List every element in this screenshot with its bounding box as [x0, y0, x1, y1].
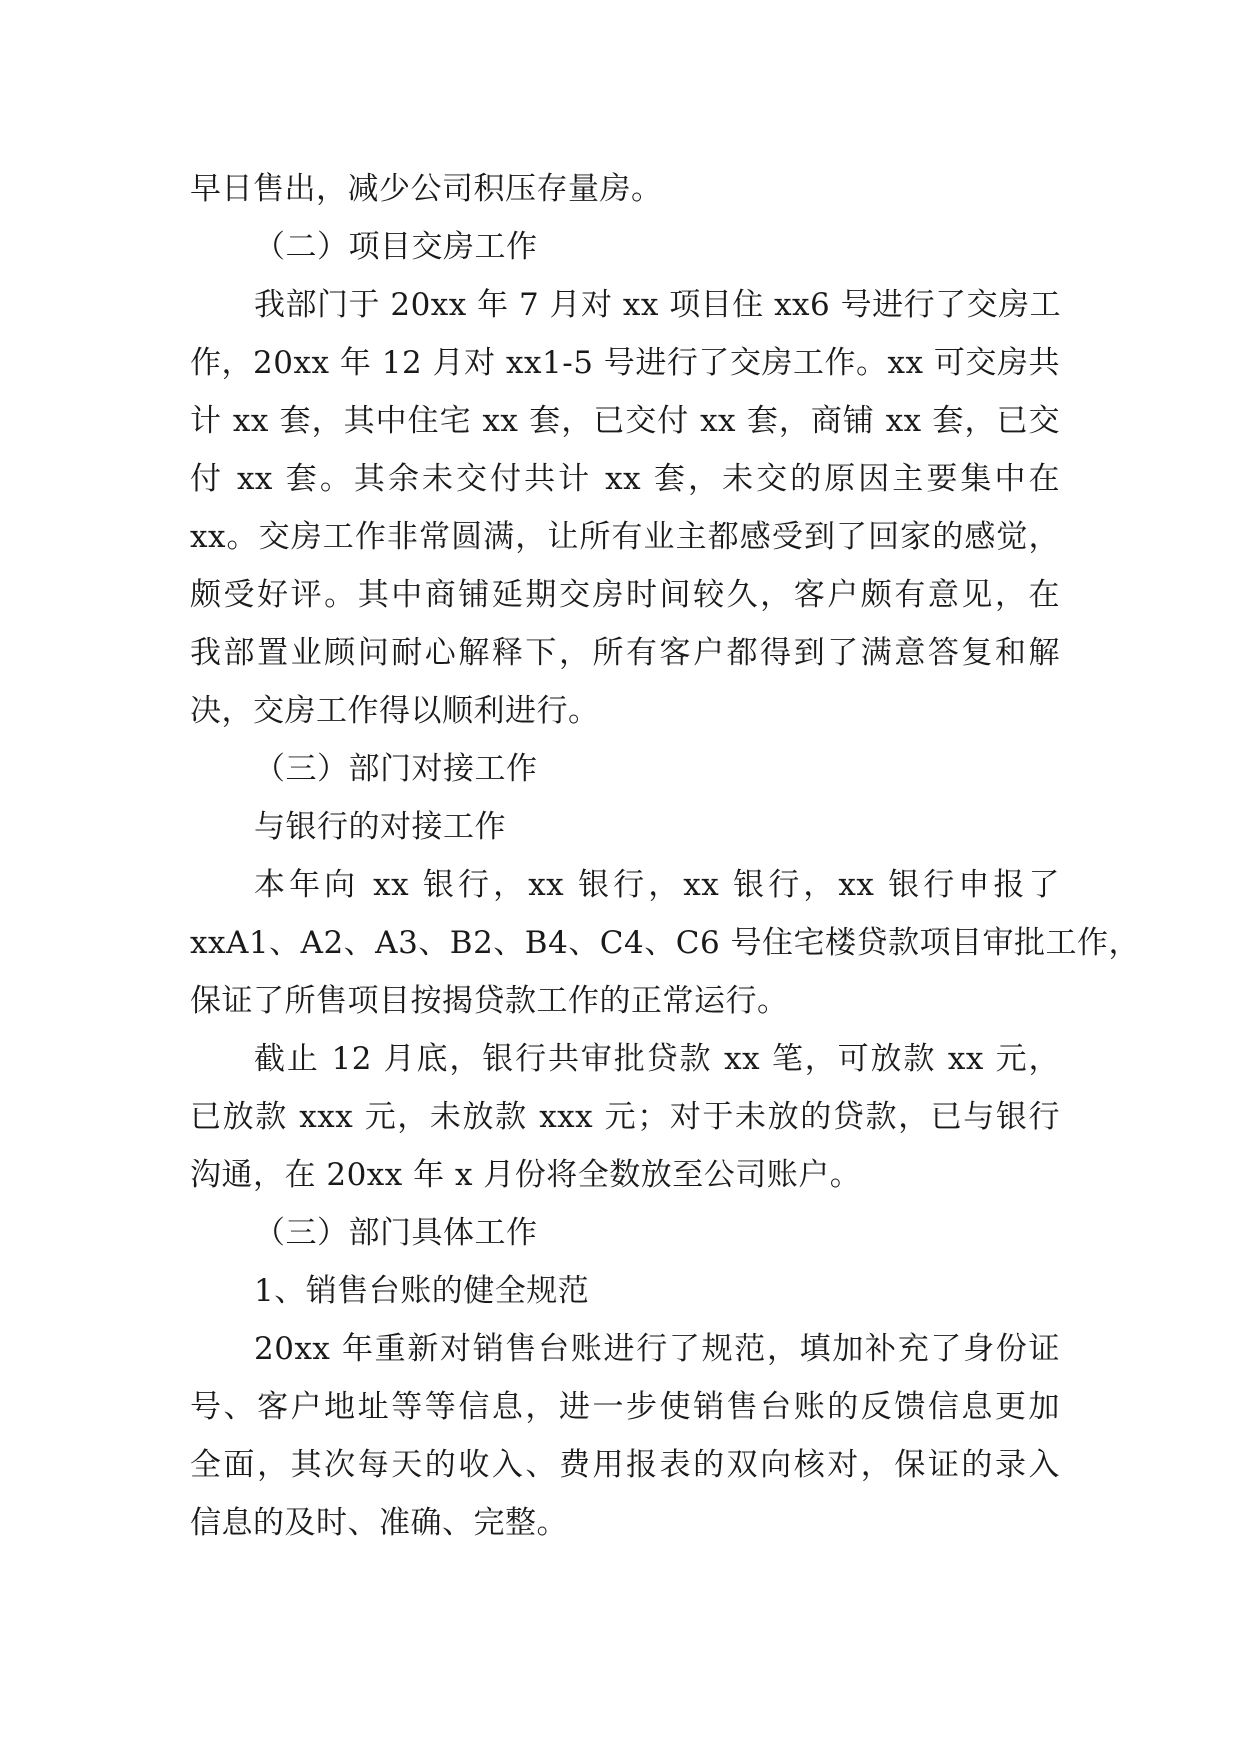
text-line: 信息的及时、准确、完整。 [190, 1505, 568, 1541]
text-line: 颇受好评。其中商铺延期交房时间较久，客户颇有意见，在 [190, 577, 1060, 613]
text-line: 全面，其次每天的收入、费用报表的双向核对，保证的录入 [190, 1447, 1060, 1483]
paragraph-first-line: 20xx 年重新对销售台账进行了规范，填加补充了身份证 [254, 1331, 1060, 1367]
text-line: 早日售出，减少公司积压存量房。 [190, 171, 663, 207]
section-heading: （三）部门具体工作 [254, 1215, 538, 1251]
text-line: 我部置业顾问耐心解释下，所有客户都得到了满意答复和解 [190, 635, 1060, 671]
text-line: 付 xx 套。其余未交付共计 xx 套，未交的原因主要集中在 [190, 461, 1060, 497]
text-line: xxA1、A2、A3、B2、B4、C4、C6 号住宅楼贷款项目审批工作， [190, 925, 1141, 961]
document-body [190, 160, 1141, 1552]
subsection-heading: 与银行的对接工作 [254, 809, 506, 845]
paragraph-first-line: 我部门于 20xx 年 7 月对 xx 项目住 xx6 号进行了交房工 [254, 287, 1062, 323]
text-line: 保证了所售项目按揭贷款工作的正常运行。 [190, 983, 789, 1019]
paragraph-first-line: 截止 12 月底，银行共审批贷款 xx 笔，可放款 xx 元， [254, 1041, 1060, 1077]
text-line: 已放款 xxx 元，未放款 xxx 元；对于未放的贷款，已与银行 [190, 1099, 1060, 1135]
paragraph-first-line: 本年向 xx 银行，xx 银行，xx 银行，xx 银行申报了 [254, 867, 1060, 903]
text-line: 决，交房工作得以顺利进行。 [190, 693, 600, 729]
text-line: 作，20xx 年 12 月对 xx1-5 号进行了交房工作。xx 可交房共 [190, 345, 1060, 381]
text-line: 沟通，在 20xx 年 x 月份将全数放至公司账户。 [190, 1157, 862, 1193]
subsection-heading: 1、销售台账的健全规范 [254, 1273, 590, 1309]
section-heading: （三）部门对接工作 [254, 751, 538, 787]
text-line: 计 xx 套，其中住宅 xx 套，已交付 xx 套，商铺 xx 套，已交 [190, 403, 1060, 439]
text-line: 号、客户地址等等信息，进一步使销售台账的反馈信息更加 [190, 1389, 1060, 1425]
text-line: xx。交房工作非常圆满，让所有业主都感受到了回家的感觉， [190, 519, 1060, 555]
section-heading: （二）项目交房工作 [254, 229, 538, 265]
